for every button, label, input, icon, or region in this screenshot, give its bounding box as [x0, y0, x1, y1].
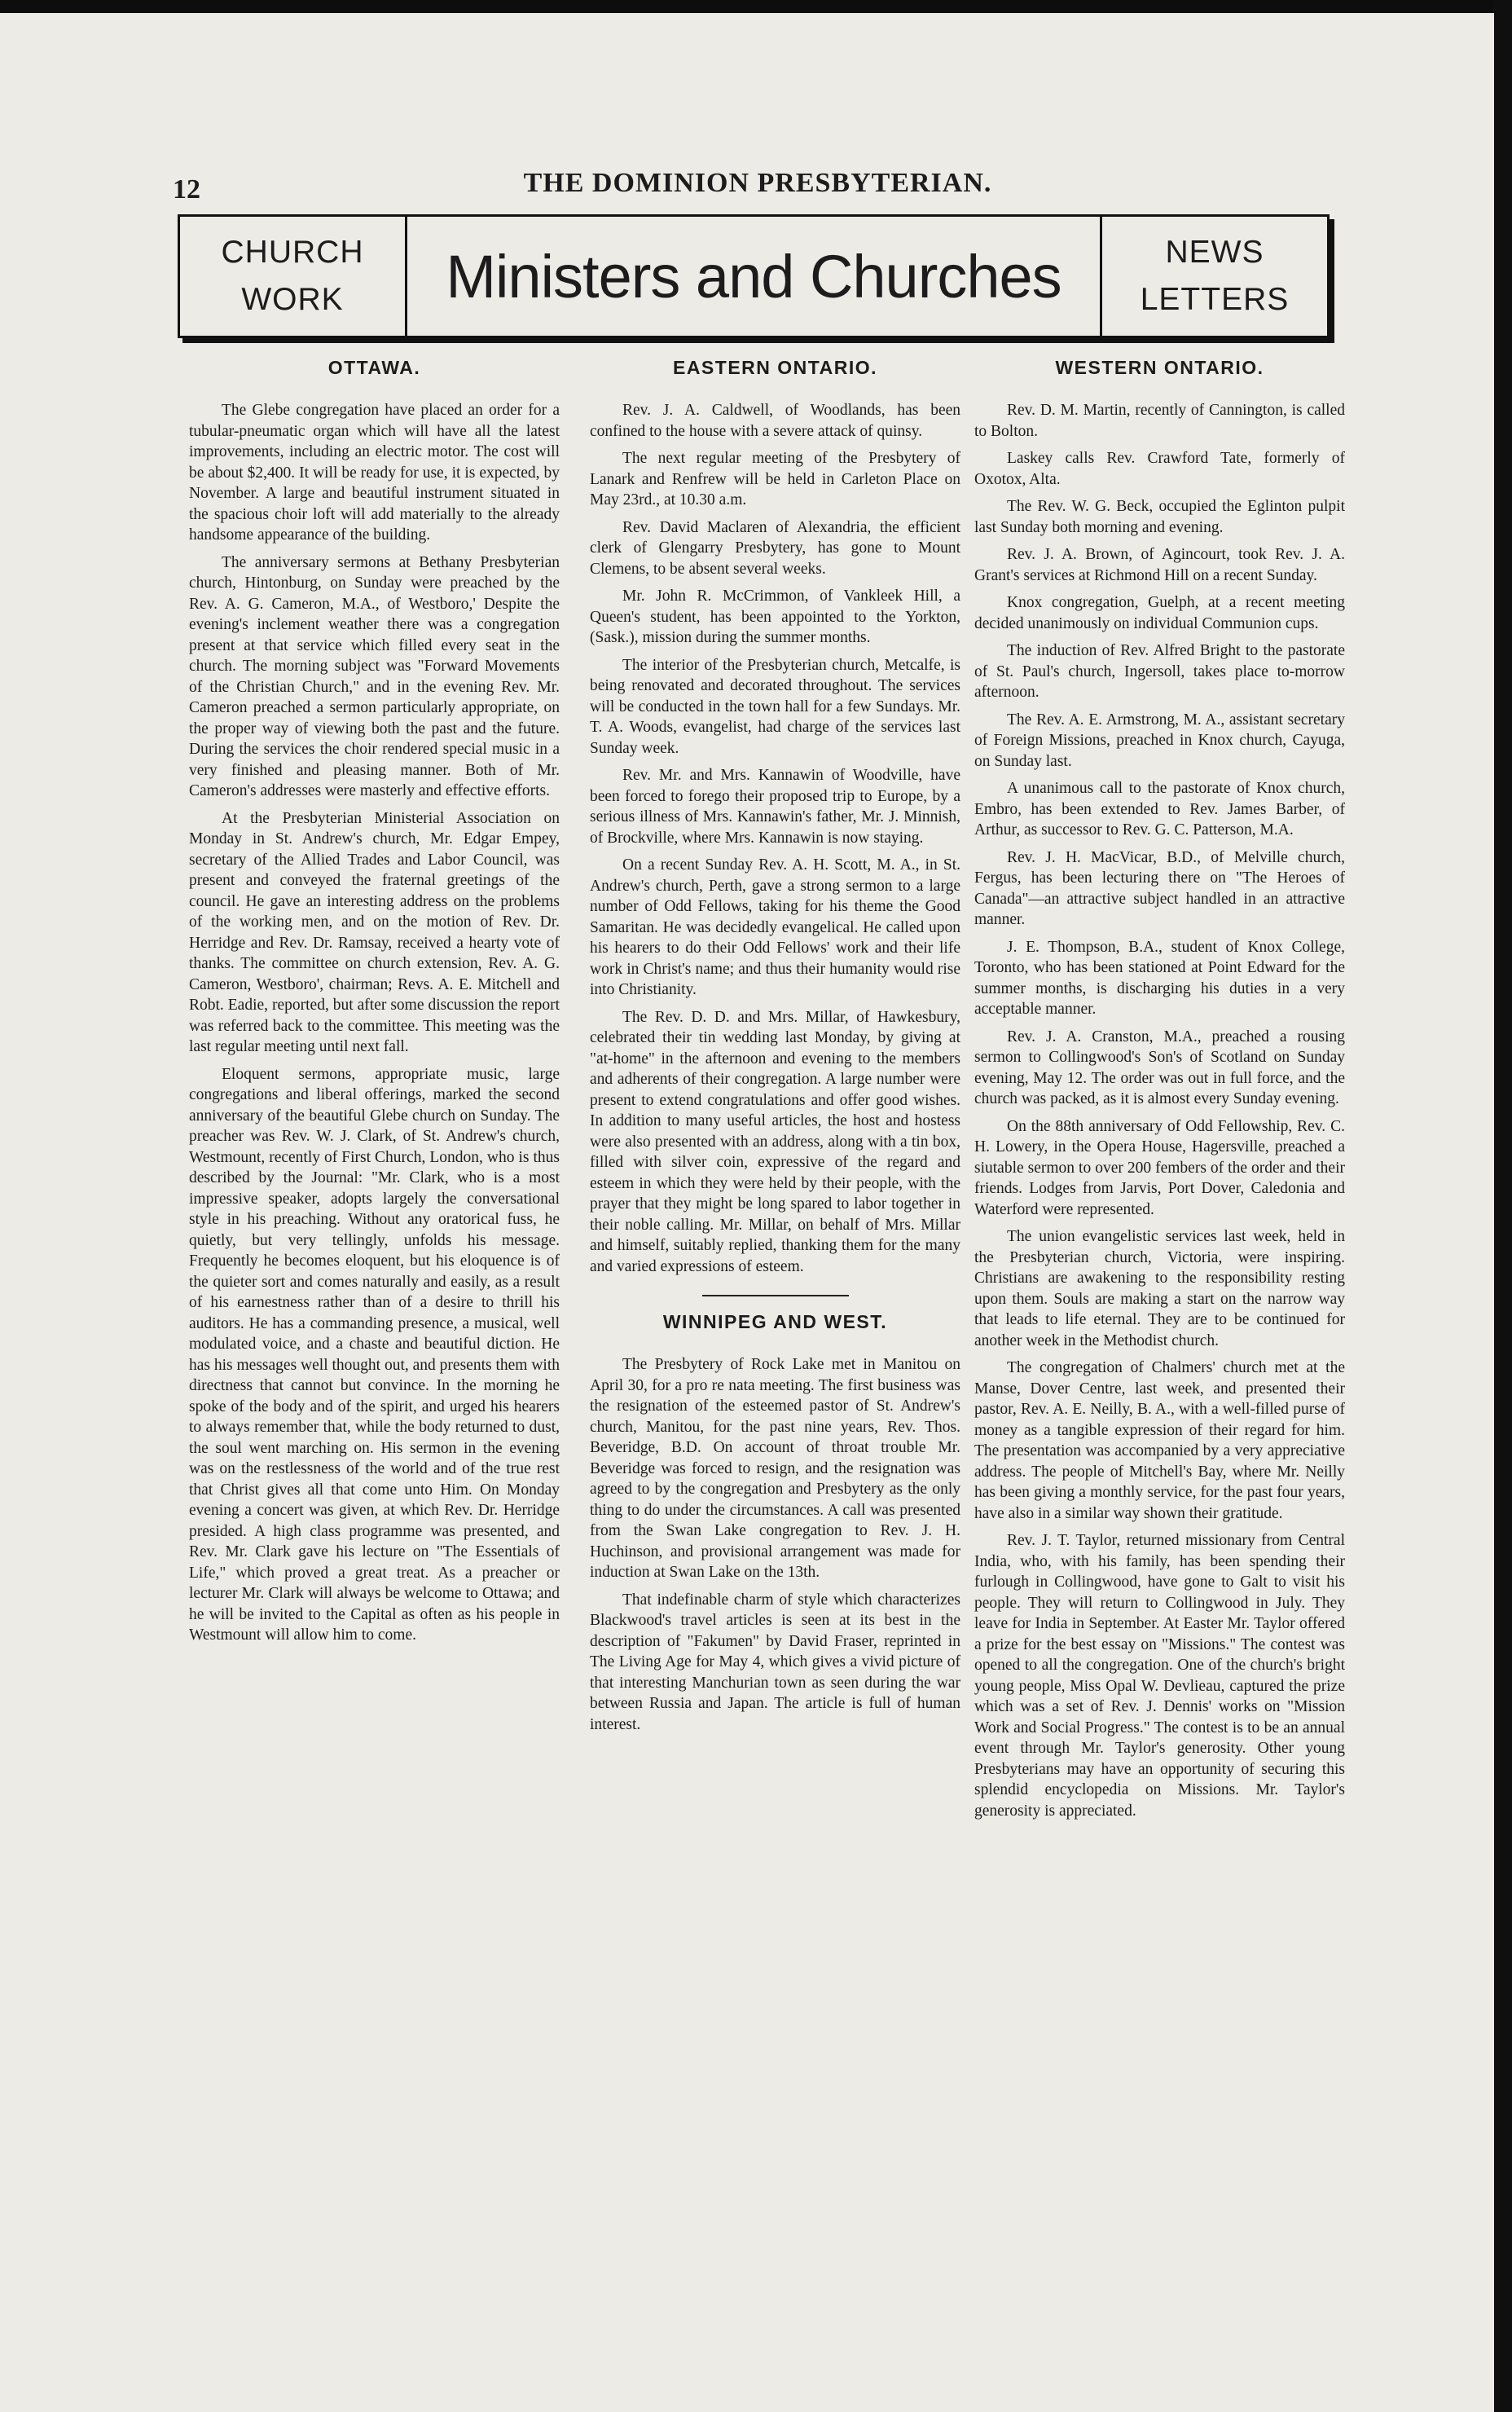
- article-paragraph: At the Presbyterian Ministerial Association on Monday in St. Andrew's church, Mr. Edgar Empey, secretary of the Allied Trades and Labor Council, was present and conveyed the fraternal greetings of the council. He gave an interesting address on the problems of the working men, and on the motion of Rev. Dr. Herridge and Rev. Dr. Ramsay, received a hearty vote of thanks. The committee on church extension, Rev. A. G. Cameron, Westboro', chairman; Revs. A. E. Mitchell and Robt. Eadie, reported, but after some discussion the report was referred back to the committee. This meeting was the last regular meeting until next fall.: [189, 809, 560, 1055]
- article-paragraph: The next regular meeting of the Presbytery of Lanark and Renfrew will be held in Carleton Place on May 23rd., at 10.30 a.m.: [590, 450, 960, 508]
- scan-right-border: [1494, 0, 1512, 2412]
- article-paragraph: Rev. J. A. Cranston, M.A., preached a rousing sermon to Collingwood's Son's of Scotland on Sunday evening, May 12. The order was out in full force, and the church was packed, as it is almost every Sunday evening.: [974, 1028, 1345, 1107]
- article-paragraph: Rev. J. A. Brown, of Agincourt, took Rev. J. A. Grant's services at Richmond Hill on a recent Sunday.: [974, 546, 1345, 584]
- western-ontario-articles: [974, 400, 1345, 1821]
- article-paragraph: Knox congregation, Guelph, at a recent meeting decided unanimously on individual Communion cups.: [974, 594, 1345, 632]
- article-paragraph: The Presbytery of Rock Lake met in Manitou on April 30, for a pro re nata meeting. The first business was the resignation of the esteemed pastor of St. Andrew's church, Manitou, for the past nine years, Rev. Thos. Beveridge, B.D. On account of throat trouble Mr. Beveridge was forced to resign, and the resignation was agreed to by the congregation and Presbytery as the only thing to do under the circumstances. A call was presented from the Swan Lake congregation to Rev. J. H. Huchinson, and provisional arrangement was made for induction at Swan Lake on the 13th.: [590, 1356, 960, 1581]
- article-paragraph: The Rev. A. E. Armstrong, M. A., assistant secretary of Foreign Missions, preached in Knox church, Cayuga, on Sunday last.: [974, 711, 1345, 770]
- article-paragraph: The Rev. D. D. and Mrs. Millar, of Hawkesbury, celebrated their tin wedding last Monday, by giving at "at-home" in the afternoon and evening to the members and adherents of their congregation. A large number were present to extend congratulations and offer good wishes. In addition to many useful articles, the host and hostess were also presented with an address, along with a tin box, filled with silver coin, expressive of the regard and esteem in which they were held by their people, with the prayer that they might be long spared to labor together in their noble calling. Mr. Millar, on behalf of Mrs. Millar and himself, suitably replied, thanking them for the many and varied expressions of esteem.: [590, 1008, 960, 1275]
- article-paragraph: Rev. J. T. Taylor, returned missionary from Central India, who, with his family, has been spending their furlough in Collingwood, have gone to Galt to visit his people. They will return to Collingwood in July. They leave for India in September. At Easter Mr. Taylor offered a prize for the best essay on "Missions." The contest was opened to all the congregation. One of the church's bright young people, Miss Opal W. Devlieau, captured the prize which was a set of Rev. J. Dennis' works on "Mission Work and Social Progress." The contest is to be an annual event through Mr. Taylor's generosity. Other young Presbyterians may have an opportunity of securing this splendid encyclopedia on Missions. Mr. Taylor's generosity is appreciated.: [974, 1532, 1345, 1820]
- article-paragraph: Rev. David Maclaren of Alexandria, the efficient clerk of Glengarry Presbytery, has gone to Mount Clemens, to be absent several weeks.: [590, 518, 960, 578]
- article-paragraph: J. E. Thompson, B.A., student of Knox College, Toronto, who has been stationed at Point Edward for the summer months, is discharging his duties in a very acceptable manner.: [974, 938, 1345, 1018]
- ottawa-articles: [189, 400, 560, 1646]
- banner-left-line-2: WORK: [241, 282, 344, 317]
- article-paragraph: A unanimous call to the pastorate of Knox church, Embro, has been extended to Rev. James Barber, of Arthur, as successor to Rev. G. C. Patterson, M.A.: [974, 780, 1345, 838]
- article-paragraph: On a recent Sunday Rev. A. H. Scott, M. A., in St. Andrew's church, Perth, gave a strong sermon to a large number of Odd Fellows, taking for his theme the Good Samaritan. He was decidedly evangelical. He called upon his hearers to do their Odd Fellows' work and their life work in Christ's name; and thus their humanity would rise into Christianity.: [590, 856, 960, 998]
- article-paragraph: The interior of the Presbyterian church, Metcalfe, is being renovated and decorated throughout. The services will be conducted in the town hall for a few Sundays. Mr. T. A. Woods, evangelist, had charge of the services last Sunday week.: [590, 656, 960, 757]
- section-divider: [702, 1295, 849, 1296]
- banner-title: Ministers and Churches: [446, 242, 1061, 310]
- section-banner: [178, 214, 1330, 338]
- banner-right-box: [1100, 217, 1327, 336]
- column-eastern-ontario: [590, 357, 960, 1741]
- banner-left-line-1: CHURCH: [221, 235, 364, 270]
- article-paragraph: Mr. John R. McCrimmon, of Vankleek Hill, a Queen's student, has been appointed to the Yorkton, (Sask.), mission during the summer months.: [590, 588, 960, 646]
- scan-top-border: [0, 0, 1512, 13]
- eastern-ontario-articles: [590, 400, 960, 1277]
- article-paragraph: Rev. J. H. MacVicar, B.D., of Melville church, Fergus, has been lecturing there on "The Heroes of Canada"—an attractive subject handled in an attractive manner.: [974, 848, 1345, 928]
- article-paragraph: The union evangelistic services last week, held in the Presbyterian church, Victoria, were inspiring. Christians are awakening to the responsibility resting upon them. Souls are making a start on the narrow way that leads to life eternal. They are to be continued for another week in the Methodist church.: [974, 1228, 1345, 1349]
- article-paragraph: The anniversary sermons at Bethany Presbyterian church, Hintonburg, on Sunday were preached by the Rev. A. G. Cameron, M.A., of Westboro,' Despite the evening's inclement weather there was a congregation present at that service which filled every seat in the church. The morning subject was "Forward Movements of the Christian Church," and in the evening Rev. Mr. Cameron preached a sermon particularly appropriate, on the proper way of viewing both the past and the future. During the services the choir rendered special music in a very finished and pleasing manner. Both of Mr. Cameron's addresses were masterly and effective efforts.: [189, 553, 560, 799]
- article-paragraph: Rev. Mr. and Mrs. Kannawin of Woodville, have been forced to forego their proposed trip to Europe, by a serious illness of Mrs. Kannawin's father, Mr. J. Minnish, of Brockville, where Mrs. Kannawin is now staying.: [590, 767, 960, 847]
- article-paragraph: Rev. D. M. Martin, recently of Cannington, is called to Bolton.: [974, 402, 1345, 440]
- article-paragraph: The Rev. W. G. Beck, occupied the Eglinton pulpit last Sunday both morning and evening.: [974, 498, 1345, 536]
- page-number: 12: [173, 174, 200, 205]
- column-ottawa: [189, 357, 560, 1653]
- section-heading-ottawa: OTTAWA.: [327, 357, 421, 378]
- running-head: THE DOMINION PRESBYTERIAN.: [523, 168, 992, 198]
- banner-right-line-1: NEWS: [1165, 235, 1264, 270]
- article-paragraph: Eloquent sermons, appropriate music, large congregations and liberal offerings, marked the second anniversary of the beautiful Glebe church on Sunday. The preacher was Rev. W. J. Clark, of St. Andrew's church, Westmount, recently of First Church, London, who is thus described by the Journal: "Mr. Clark, who is a most impressive speaker, adopts largely the conversational style in his preaching. Without any oratorical fuss, he quietly, but very tellingly, unfolds his message. Frequently he becomes eloquent, but his eloquence is of the quieter sort and comes naturally and easily, as a result of his earnestness rather than of a desire to thrill his auditors. He has a commanding presence, a musical, well modulated voice, and a chaste and beautiful diction. He has his messages well thought out, and presents them with directness that cannot but convince. In the morning he spoke of the body and of the spirit, and urged his hearers to always remember that, while the body returned to dust, the soul went marching on. His sermon in the evening was on the restlessness of the world and of the true rest that Christ gives all that come unto Him. On Monday evening a concert was given, at which Rev. Dr. Herridge presided. A high class programme was presented, and Rev. Mr. Clark gave his lecture on "The Essentials of Life," which proved a great treat. As a preacher or lecturer Mr. Clark will always be welcome to Ottawa; and he will be invited to the Capital as often as his people in Westmount will allow him to come.: [189, 1065, 560, 1644]
- article-paragraph: That indefinable charm of style which characterizes Blackwood's travel articles is seen at its best in the description of "Fakumen" by David Fraser, reprinted in The Living Age for May 4, which gives a vivid picture of that interesting Manchurian town as seen during the war between Russia and Japan. The article is full of human interest.: [590, 1591, 960, 1733]
- section-heading-western-ontario: WESTERN ONTARIO.: [1055, 357, 1264, 378]
- banner-left-box: [180, 217, 407, 336]
- article-paragraph: The Glebe congregation have placed an order for a tubular-pneumatic organ which will have all the latest improvements, including an electric motor. The cost will be about $2,400. It will be ready for use, it is expected, by November. A large and beautiful instrument situated in the spacious choir loft will add materially to the already handsome appearance of the building.: [189, 402, 560, 544]
- article-paragraph: The induction of Rev. Alfred Bright to the pastorate of St. Paul's church, Ingersoll, takes place to-morrow afternoon.: [974, 642, 1345, 701]
- article-paragraph: The congregation of Chalmers' church met at the Manse, Dover Centre, last week, and presented their pastor, Rev. A. E. Neilly, B. A., with a well-filled purse of money as a tangible expression of their regard for him. The presentation was accompanied by a very appreciative address. The people of Mitchell's Bay, where Mr. Neilly has been giving a monthly service, for the past four years, have also in a similar way shown their gratitude.: [974, 1359, 1345, 1522]
- article-paragraph: Rev. J. A. Caldwell, of Woodlands, has been confined to the house with a severe attack of quinsy.: [590, 402, 960, 440]
- column-western-ontario: [974, 357, 1345, 1828]
- winnipeg-and-west-articles: [590, 1354, 960, 1735]
- article-paragraph: On the 88th anniversary of Odd Fellowship, Rev. C. H. Lowery, in the Opera House, Hagersville, preached a siutable sermon to over 200 fembers of the order and their friends. Lodges from Jarvis, Port Dover, Caledonia and Waterford were represented.: [974, 1117, 1345, 1218]
- article-paragraph: Laskey calls Rev. Crawford Tate, formerly of Oxotox, Alta.: [974, 450, 1345, 488]
- section-heading-winnipeg-and-west: WINNIPEG AND WEST.: [662, 1311, 888, 1332]
- section-heading-eastern-ontario: EASTERN ONTARIO.: [672, 357, 878, 378]
- banner-right-line-2: LETTERS: [1140, 282, 1290, 317]
